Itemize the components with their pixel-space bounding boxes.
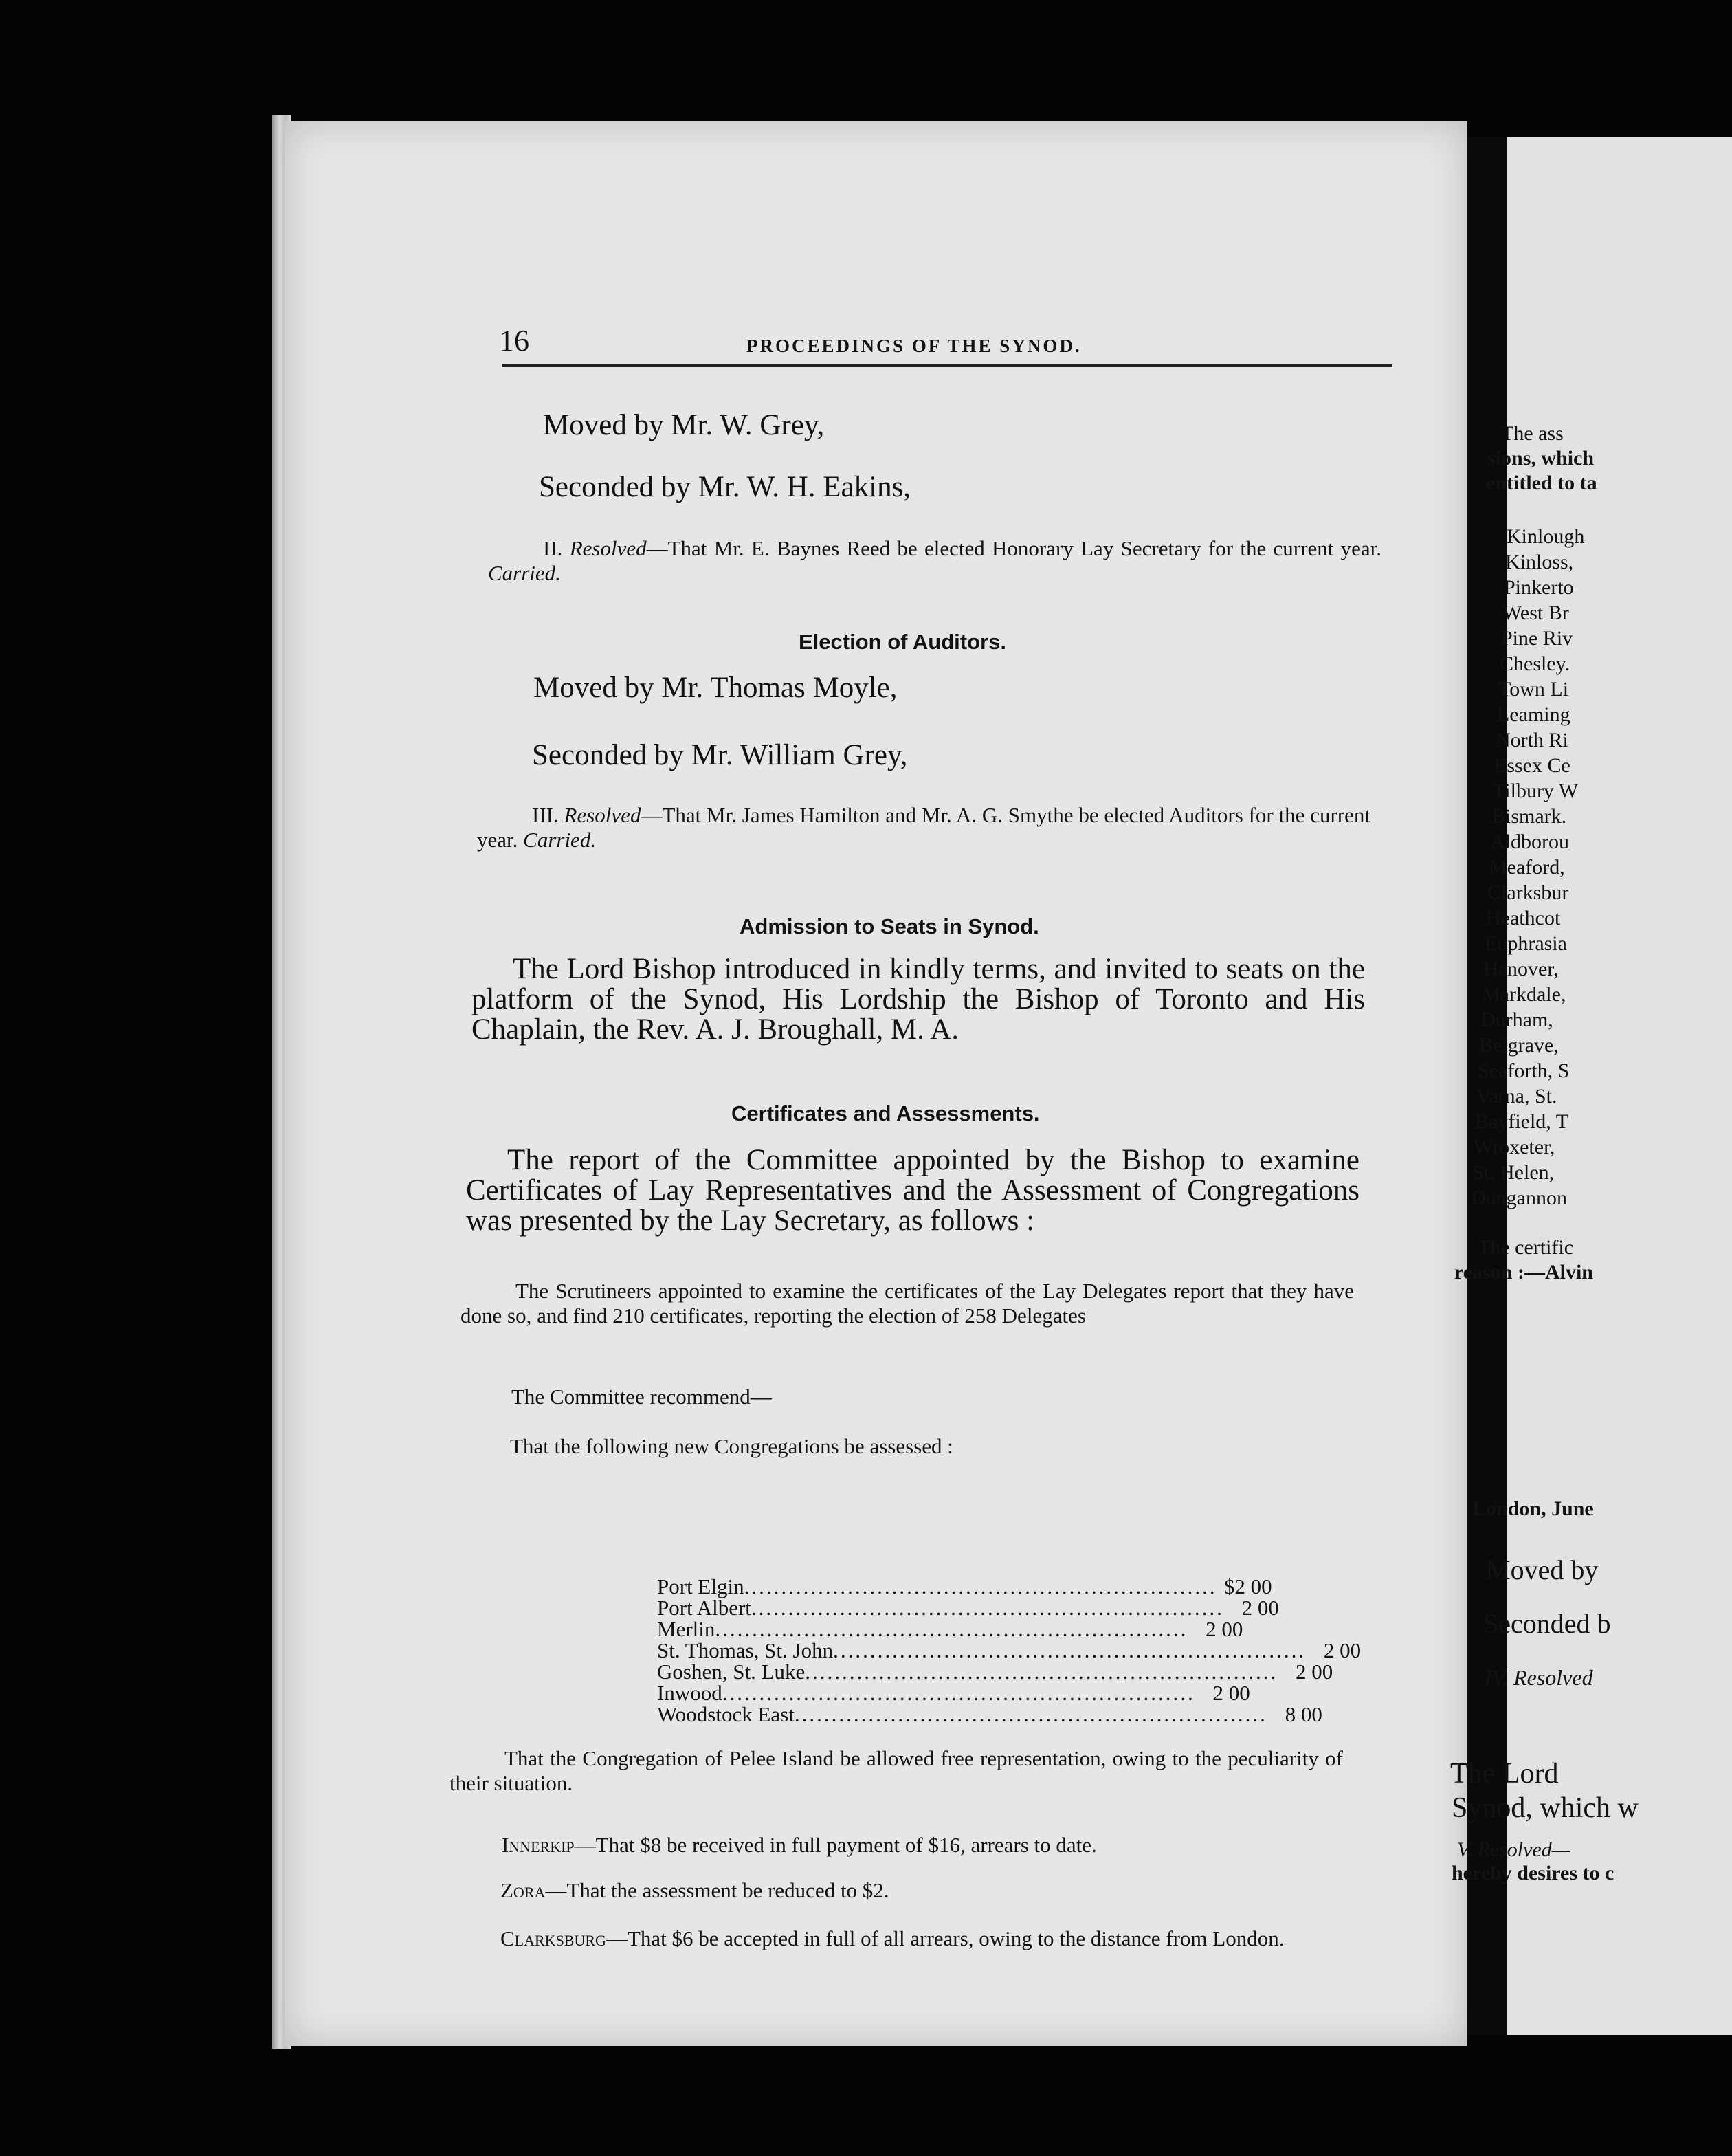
moved-by-moyle: Moved by Mr. Thomas Moyle, — [533, 672, 898, 704]
right-place: Dungannon — [1471, 1187, 1567, 1209]
right-certific-line: reason :—Alvin — [1454, 1261, 1593, 1284]
right-place: Wroxeter, — [1474, 1136, 1555, 1158]
right-place: Essex Ce — [1494, 754, 1570, 777]
list-item: Merlin ..... 2 00 — [657, 1618, 1152, 1640]
zora-line: Zora—That the assessment be reduced to $2. — [500, 1878, 889, 1902]
right-hereby-line: hereby desires to c — [1452, 1862, 1614, 1884]
right-place: Town Li — [1498, 678, 1569, 701]
right-resolution-v: V. Resolved— — [1457, 1838, 1570, 1861]
list-item: Port Albert ..... 2 00 — [657, 1597, 1152, 1618]
right-resolution-iv: IV. Resolved — [1485, 1665, 1593, 1690]
innerkip-line: Innerkip—That $8 be received in full payment of $16, arrears to date. — [502, 1833, 1097, 1857]
right-place: Durham, — [1480, 1009, 1553, 1031]
heading-election-of-auditors: Election of Auditors. — [799, 630, 1006, 654]
right-place: Tilbury W — [1493, 780, 1579, 802]
right-intro-line: sions, which — [1487, 447, 1595, 470]
heading-admission-to-seats: Admission to Seats in Synod. — [740, 914, 1039, 938]
right-place: Varna, St. — [1476, 1085, 1557, 1108]
right-intro-line: The ass — [1501, 422, 1564, 445]
committee-recommend: The Committee recommend— — [511, 1385, 772, 1409]
seconded-by-eakins: Seconded by Mr. W. H. Eakins, — [539, 471, 911, 503]
right-place: Bismark. — [1491, 805, 1567, 828]
moved-by-grey: Moved by Mr. W. Grey, — [543, 409, 825, 441]
list-item: St. Thomas, St. John ..... 2 00 — [657, 1640, 1152, 1661]
right-place: North Ri — [1496, 729, 1568, 751]
scrutineers-report: The Scrutineers appointed to examine the certificates of the Lay Delegates report that they have done so, and find 210 certificates, reporting the election of 258 Delegates — [460, 1279, 1354, 1328]
resolution-ii: II. Resolved—That Mr. E. Baynes Reed be elected Honorary Lay Secretary for the current year. Carried. — [488, 536, 1381, 585]
resolution-iii: III. Resolved—That Mr. James Hamilton and Mr. A. G. Smythe be elected Auditors for the current year. Carried. — [477, 803, 1370, 852]
certificates-intro: The report of the Committee appointed by the Bishop to examine Certificates of Lay Representatives and the Assessment of Congregations was presented by the Lay Secretary, as follows : — [466, 1144, 1359, 1237]
right-place: Heathcot — [1486, 907, 1561, 930]
admission-paragraph: The Lord Bishop introduced in kindly terms, and invited to seats on the platform of the Synod, His Lordship the Bishop of Toronto and His Chaplain, the Rev. A. J. Broughall, M. A. — [471, 953, 1365, 1046]
right-seconded-by: Seconded b — [1483, 1608, 1611, 1639]
right-place: Meaford, — [1489, 856, 1565, 879]
header-rule — [502, 364, 1392, 367]
right-place: Pinkerto — [1504, 576, 1574, 599]
right-place: Bayfield, T — [1475, 1110, 1569, 1133]
list-item: Goshen, St. Luke ..... 2 00 — [657, 1661, 1152, 1682]
right-place: Hanover, — [1483, 958, 1559, 980]
heading-certificates-and-assessments: Certificates and Assessments. — [731, 1101, 1040, 1125]
right-place: Euphrasia — [1485, 932, 1567, 955]
left-page — [285, 121, 1467, 2046]
right-lord-line: The Lord — [1450, 1758, 1559, 1790]
right-place: Chesley. — [1500, 652, 1570, 675]
assessed-intro: That the following new Congregations be assessed : — [510, 1434, 953, 1458]
running-title: PROCEEDINGS OF THE SYNOD. — [746, 336, 1082, 356]
right-london-date: London, June — [1472, 1497, 1594, 1520]
right-synod-line: Synod, which w — [1452, 1792, 1639, 1824]
pelee-island-paragraph: That the Congregation of Pelee Island be allowed free representation, owing to the peculiarity of their situation. — [449, 1746, 1343, 1795]
right-place: Seaforth, S — [1478, 1059, 1570, 1082]
list-item: Woodstock East ..... 8 00 — [657, 1704, 1152, 1725]
right-place: Kinlough — [1507, 525, 1585, 548]
right-place: Markdale, — [1482, 983, 1566, 1006]
page-number: 16 — [499, 324, 529, 358]
seconded-by-william-grey: Seconded by Mr. William Grey, — [532, 739, 908, 771]
right-place: Kinloss, — [1505, 551, 1574, 573]
list-item: Port Elgin ..... $2 00 — [657, 1576, 1152, 1597]
right-place: Aldborou — [1490, 830, 1569, 853]
right-moved-by: Moved by — [1486, 1554, 1599, 1585]
right-place: St. Helen, — [1472, 1161, 1555, 1184]
right-place: Clarksbur — [1487, 881, 1569, 904]
assessment-list — [657, 1574, 1362, 1726]
right-place: Pine Riv — [1501, 627, 1573, 650]
right-certific-line: The certific — [1478, 1236, 1574, 1259]
right-page — [1450, 138, 1732, 2035]
list-item: Inwood ..... 2 00 — [657, 1682, 1152, 1704]
clarksburg-paragraph: Clarksburg—That $6 be accepted in full of all arrears, owing to the distance from London. — [500, 1926, 1285, 1950]
right-place: Belgrave, — [1479, 1034, 1559, 1057]
right-place: Leaming — [1497, 703, 1570, 726]
right-place: West Br — [1502, 602, 1569, 624]
right-intro-line: entitled to ta — [1486, 472, 1597, 494]
